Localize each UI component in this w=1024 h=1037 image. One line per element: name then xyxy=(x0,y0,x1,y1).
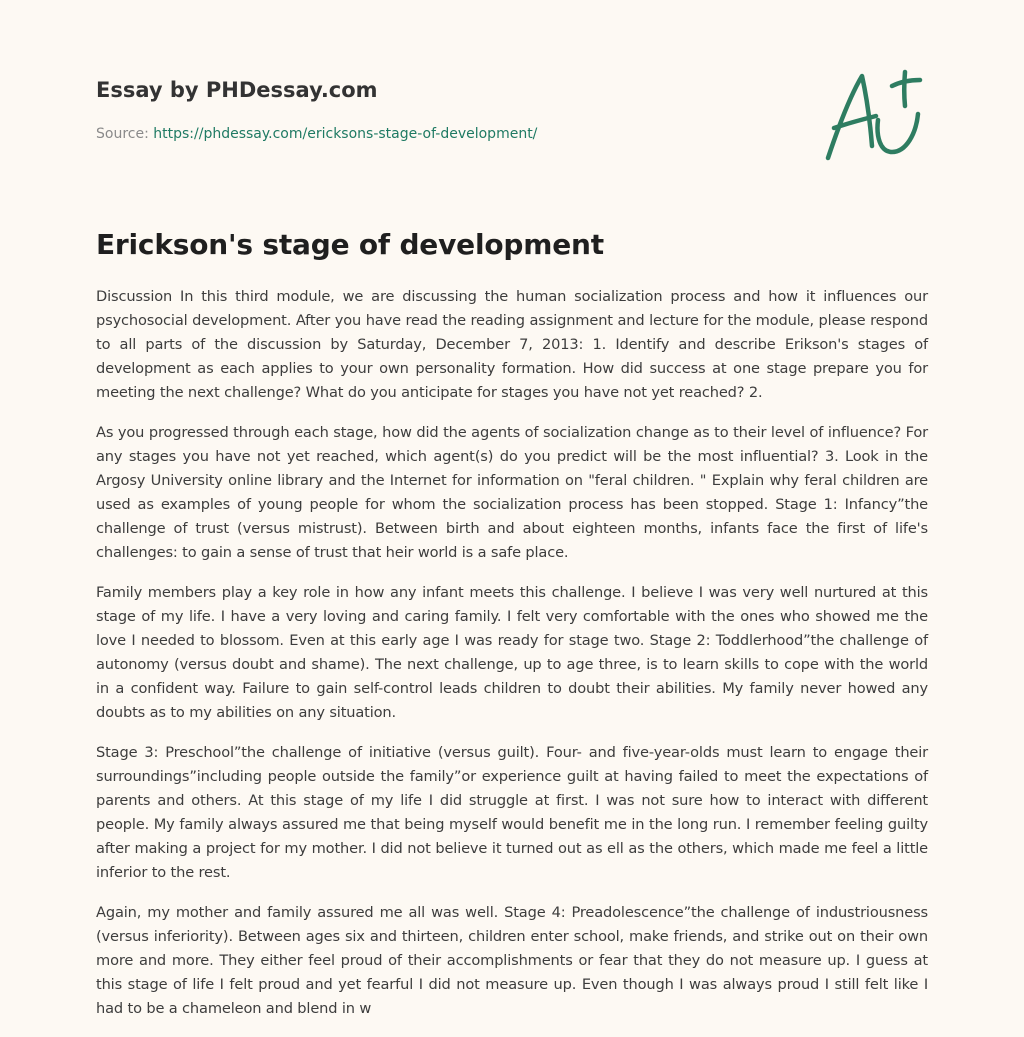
essay-paragraph: Family members play a key role in how any infant meets this challenge. I believe I was very well nurtured at this stage of my life. I have a very loving and caring family. I felt very comfortable with the ones who showed me the love I needed to blossom. Even at this early age I was ready for stage two. Stage 2: Toddlerhood”the challenge of autonomy (versus doubt and shame). The next challenge, up to age three, is to learn skills to cope with the world in a confident way. Failure to gain self-control leads children to doubt their abilities. My family never howed any doubts as to my abilities on any situation. xyxy=(96,584,928,721)
essay-paragraph: Again, my mother and family assured me all was well. Stage 4: Preadolescence”the challenge of industriousness (versus inferiority). Between ages six and thirteen, children enter school, make friends, and strike out on their own more and more. They either feel proud of their accomplishments or fear that they do not measure up. I guess at this stage of life I felt proud and yet fearful I did not measure up. Even though I was always proud I still felt like I had to be a chameleon and blend in w xyxy=(96,904,928,1017)
a-plus-grade-icon xyxy=(820,66,930,166)
source-line xyxy=(96,124,736,144)
essay-body xyxy=(96,285,928,1037)
essay-paragraph: Discussion In this third module, we are discussing the human socialization process and how it influences our psychosocial development. After you have read the reading assignment and lecture for the module, please respond to all parts of the discussion by Saturday, December 7, 2013: 1. Identify and describe Erikson's stages of development as each applies to your own personality formation. How did success at one stage prepare you for meeting the next challenge? What do you anticipate for stages you have not yet reached? 2. xyxy=(96,288,928,401)
page-header xyxy=(96,76,736,144)
essay-paragraph: Stage 3: Preschool”the challenge of initiative (versus guilt). Four- and five-year-olds must learn to engage their surroundings”including people outside the family”or experience guilt at having failed to meet the expectations of parents and others. At this stage of my life I did struggle at first. I was not sure how to interact with different people. My family always assured me that being myself would benefit me in the long run. I remember feeling guilty after making a project for my mother. I did not believe it turned out as ell as the others, which made me feel a little inferior to the rest. xyxy=(96,744,928,881)
site-title: Essay by PHDessay.com xyxy=(96,78,378,102)
source-link[interactable]: https://phdessay.com/ericksons-stage-of-development/ xyxy=(153,126,538,142)
essay-paragraph: As you progressed through each stage, how did the agents of socialization change as to their level of influence? For any stages you have not yet reached, which agent(s) do you predict will be the most influential? 3. Look in the Argosy University online library and the Internet for information on "feral children. " Explain why feral children are used as examples of young people for whom the socialization process has been stopped. Stage 1: Infancy”the challenge of trust (versus mistrust). Between birth and about eighteen months, infants face the first of life's challenges: to gain a sense of trust that heir world is a safe place. xyxy=(96,424,928,561)
essay-title: Erickson's stage of development xyxy=(96,228,604,261)
source-label: Source: xyxy=(96,126,149,142)
